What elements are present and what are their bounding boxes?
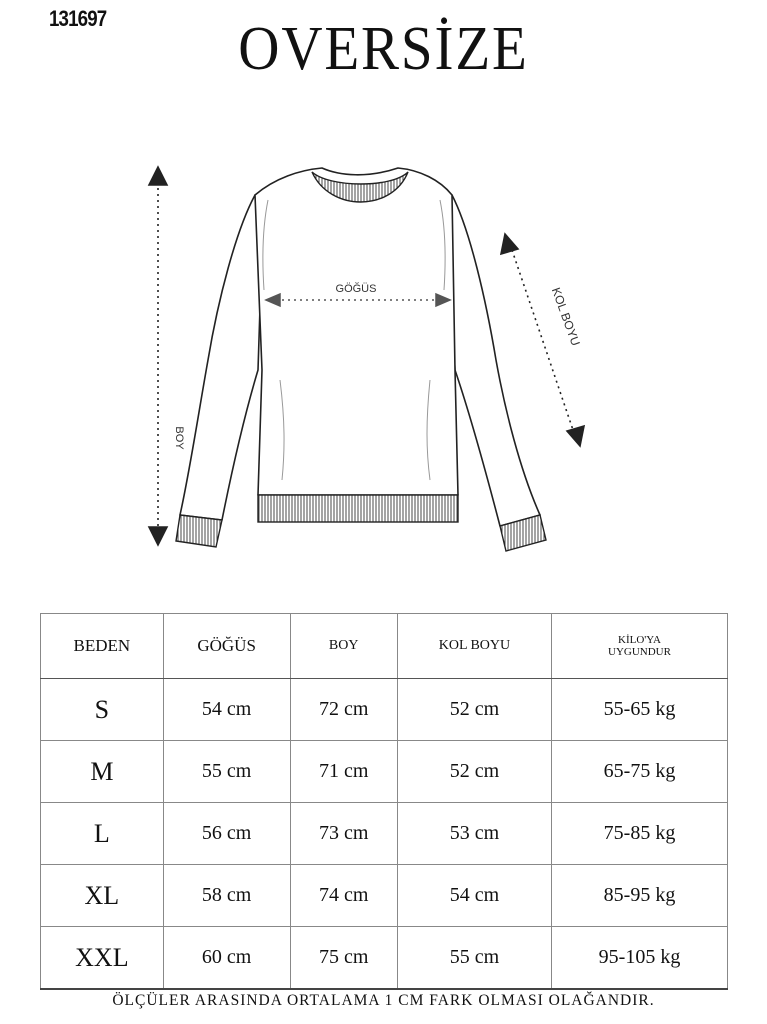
cell-chest: 60 cm xyxy=(163,927,290,990)
cell-size: M xyxy=(41,741,164,803)
table-row xyxy=(41,803,728,865)
cell-weight: 95-105 kg xyxy=(552,927,728,990)
cell-sleeve: 53 cm xyxy=(397,803,551,865)
cell-size: S xyxy=(41,679,164,741)
cell-chest: 54 cm xyxy=(163,679,290,741)
cell-size: XL xyxy=(41,865,164,927)
table-row xyxy=(41,865,728,927)
chest-label: GÖĞÜS xyxy=(335,283,377,295)
sweatshirt-outline xyxy=(180,168,540,526)
table-row xyxy=(41,679,728,741)
measurement-note: ÖLÇÜLER ARASINDA ORTALAMA 1 CM FARK OLMASI OLAĞANDIR. xyxy=(112,992,655,1009)
cell-weight: 85-95 kg xyxy=(552,865,728,927)
header-length: BOY xyxy=(290,614,397,679)
cell-sleeve: 52 cm xyxy=(397,679,551,741)
hem-rib xyxy=(258,495,458,522)
cell-length: 73 cm xyxy=(290,803,397,865)
cell-weight: 75-85 kg xyxy=(552,803,728,865)
size-table xyxy=(40,613,728,990)
header-weight xyxy=(552,614,728,679)
cell-length: 74 cm xyxy=(290,865,397,927)
cell-chest: 56 cm xyxy=(163,803,290,865)
cell-sleeve: 54 cm xyxy=(397,865,551,927)
length-label: BOY xyxy=(173,426,185,450)
cell-length: 72 cm xyxy=(290,679,397,741)
header-chest: GÖĞÜS xyxy=(163,614,290,679)
page-title: OVERSİZE xyxy=(238,15,529,83)
length-arrow xyxy=(149,167,167,545)
table-row xyxy=(41,741,728,803)
cell-sleeve: 52 cm xyxy=(397,741,551,803)
left-cuff-rib xyxy=(176,515,222,547)
cell-size: XXL xyxy=(41,927,164,990)
cell-sleeve: 55 cm xyxy=(397,927,551,990)
table-header-row xyxy=(41,614,728,679)
cell-length: 75 cm xyxy=(290,927,397,990)
cell-chest: 55 cm xyxy=(163,741,290,803)
sleeve-label: KOL BOYU xyxy=(548,285,583,348)
cell-size: L xyxy=(41,803,164,865)
header-weight-line2: UYGUNDUR xyxy=(608,646,671,658)
table-row xyxy=(41,927,728,990)
cell-length: 71 cm xyxy=(290,741,397,803)
cell-chest: 58 cm xyxy=(163,865,290,927)
cell-weight: 65-75 kg xyxy=(552,741,728,803)
header-weight-line1: KİLO'YA xyxy=(618,634,661,646)
header-size: BEDEN xyxy=(41,614,164,679)
header-sleeve: KOL BOYU xyxy=(397,614,551,679)
product-code: 131697 xyxy=(49,6,107,31)
cell-weight: 55-65 kg xyxy=(552,679,728,741)
